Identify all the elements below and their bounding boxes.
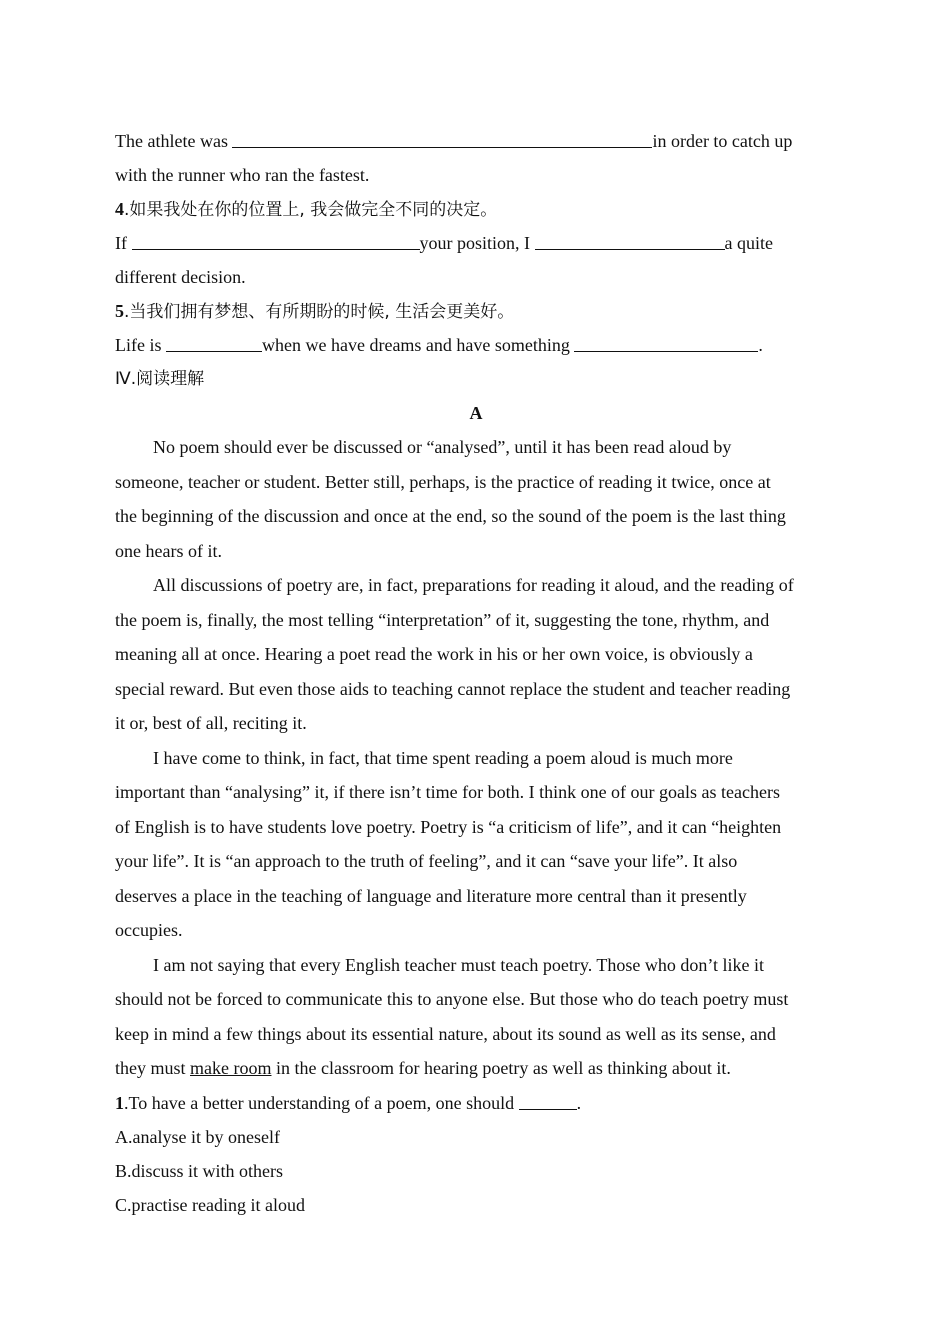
q5-line1 [115,328,837,362]
passage-line: deserves a place in the teaching of language and literature more central than it presently [115,885,747,906]
answer-blank[interactable] [535,231,725,250]
q4-prompt [115,192,837,226]
q5-prompt [115,294,837,328]
passage-line: should not be forced to communicate this to anyone else. But those who do teach poetry must [115,989,789,1009]
section-title: Ⅳ.阅读理解 [115,369,205,389]
q4-line2: different decision. [115,267,246,287]
q5-chinese-prompt: .当我们拥有梦想、有所期盼的时候, 生活会更美好。 [124,302,515,322]
underlined-phrase: make room [190,1058,272,1078]
question-1-text: .To have a better understanding of a poem, one should [124,1092,519,1113]
q4-text-mid: your position, I [419,233,535,253]
q4-number: 4 [115,199,124,219]
passage-line: of English is to have students love poetry. Poetry is “a criticism of life”, and it can “heighten [115,816,782,837]
q4-chinese-prompt: .如果我处在你的位置上, 我会做完全不同的决定。 [124,200,498,220]
q3-text-pre: The athlete was [115,131,233,151]
passage-last-line [115,1051,837,1086]
answer-blank[interactable] [132,231,420,250]
passage-line: it or, best of all, reciting it. [115,713,307,733]
passage-text: they must [115,1058,190,1078]
q4-line1 [115,226,837,260]
passage-line: I have come to think, in fact, that time spent reading a poem aloud is much more [153,747,733,768]
q5-text-mid: when we have dreams and have something [262,335,575,355]
passage-line: I am not saying that every English teacher must teach poetry. Those who don’t like it [153,954,765,975]
q3-line2: with the runner who ran the fastest. [115,165,370,185]
passage-line: All discussions of poetry are, in fact, preparations for reading it aloud, and the reading of [153,575,794,595]
passage-line: one hears of it. [115,540,222,561]
option-b[interactable]: B.discuss it with others [115,1160,284,1181]
passage-text: in the classroom for hearing poetry as well as thinking about it. [271,1058,731,1078]
passage-line: occupies. [115,920,183,940]
passage-line: meaning all at once. Hearing a poet read the work in his or her own voice, is obviously a [115,644,753,664]
q5-text-pre: Life is [115,335,166,355]
q3-line1 [115,124,837,158]
option-c[interactable]: C.practise reading it aloud [115,1194,305,1215]
answer-blank[interactable] [519,1091,577,1110]
question-1-number: 1 [115,1092,124,1113]
answer-blank[interactable] [166,333,262,352]
worksheet-page [115,124,837,1222]
passage-label-text: A [469,403,483,423]
answer-blank[interactable] [574,333,758,352]
q4-text-post: a quite [724,233,773,253]
question-1-stem [115,1086,837,1120]
q5-number: 5 [115,301,124,321]
passage-line: keep in mind a few things about its essential nature, about its sound as well as its sense, and [115,1023,776,1044]
passage-line: the poem is, finally, the most telling “interpretation” of it, suggesting the tone, rhythm, and [115,609,770,630]
q4-text-pre: If [115,233,132,253]
passage-line: important than “analysing” it, if there isn’t time for both. I think one of our goals as teachers [115,782,780,802]
passage-line: special reward. But even those aids to teaching cannot replace the student and teacher reading [115,678,791,699]
passage-line: No poem should ever be discussed or “analysed”, until it has been read aloud by [153,437,732,457]
answer-blank[interactable] [232,129,652,148]
passage-line: someone, teacher or student. Better still, perhaps, is the practice of reading it twice, once at [115,471,771,492]
question-1-end: . [576,1092,582,1113]
option-a[interactable]: A.analyse it by oneself [115,1126,280,1147]
passage-line: the beginning of the discussion and once at the end, so the sound of the poem is the last thing [115,506,786,526]
q3-text-post: in order to catch up [652,131,793,151]
passage-line: your life”. It is “an approach to the truth of feeling”, and it can “save your life”. It also [115,851,738,871]
passage-label [115,396,837,430]
q5-text-post: . [758,335,763,355]
